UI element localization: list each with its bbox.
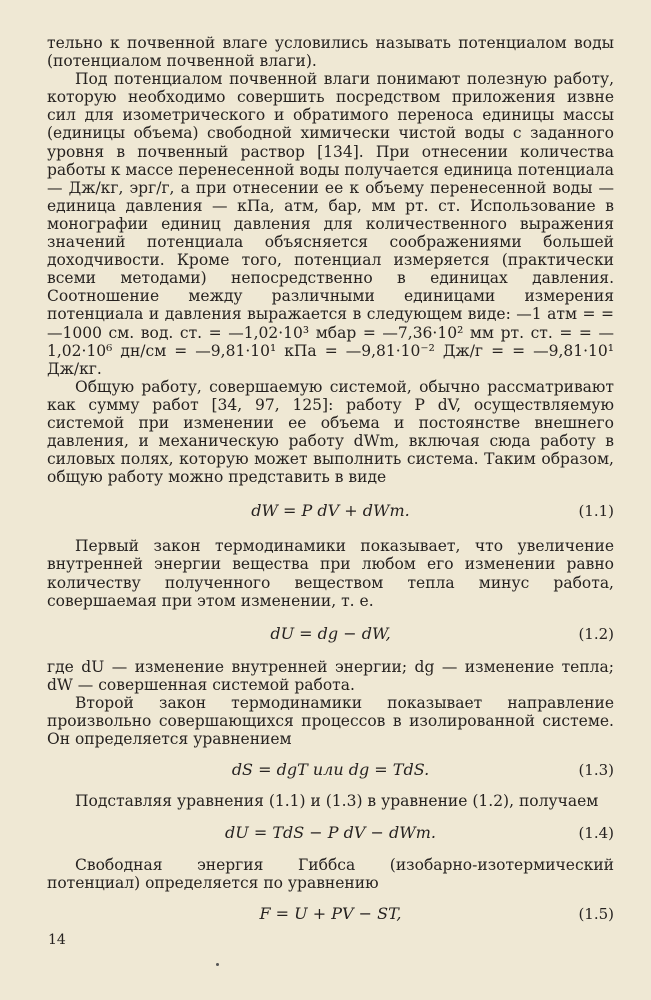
equation-formula: F = U + PV − ST, (259, 904, 402, 924)
equation-formula: dU = TdS − P dV − dWm. (225, 823, 436, 843)
paragraph-2: Под потенциалом почвенной влаги понимают полезную работу, которую необходимо совершить посредством приложения извне сил для изометрического и обратимого переноса единицы массы (единицы объема) свободной химически чистой воды с заданного уровня в почвенный раствор [134]. При отнесении количества работы к массе перенесенной воды получается единица потенциала — Дж/кг, эрг/г, а при отнесении ее к объему перенесенной воды — единица давления — кПа, атм, бар, мм рт. ст. Использование в монографии единиц давления для количественного выражения значений потенциала объясняется соображениями большей доходчивости. Кроме того, потенциал измеряется (практически всеми методами) непосредственно в единицах давления. Соотношение между различными единицами измерения потенциала и давления выражается в следующем виде: —1 атм = = —1000 см. вод. ст. = —1,02·10³ мбар = —7,36·10² мм рт. ст. = = —1,02·10⁶ дн/см = —9,81·10¹ кПа = —9,81·10⁻² Дж/г = = —9,81·10¹ Дж/кг. (47, 70, 614, 378)
paragraph-5: где dU — изменение внутренней энергии; dg — изменение тепла; dW — совершенная системой работа. (47, 657, 614, 694)
page-body (47, 34, 614, 932)
equation-1-1 (47, 493, 614, 529)
equation-number: (1.4) (578, 824, 614, 843)
paragraph-4: Первый закон термодинамики показывает, что увеличение внутренней энергии вещества при любом его изменении равно количеству полученного веществом тепла минус работа, совершаемая при этом изменении, т. е. (47, 537, 614, 610)
equation-number: (1.1) (578, 502, 614, 521)
equation-1-3 (47, 752, 614, 788)
print-speck (216, 963, 219, 966)
equation-formula: dS = dgT или dg = TdS. (231, 760, 430, 780)
equation-number: (1.5) (578, 905, 614, 924)
paragraph-7: Подставляя уравнения (1.1) и (1.3) в уравнение (1.2), получаем (75, 792, 599, 811)
equation-formula: dU = dg − dW, (270, 623, 391, 643)
equation-1-5 (47, 896, 614, 932)
paragraph-6: Второй закон термодинамики показывает направление произвольно совершающихся процессов в изолированной системе. Он определяется уравнением (47, 693, 614, 749)
equation-number: (1.2) (578, 624, 614, 643)
paragraph-8: Свободная энергия Гиббса (изобарно-изотермический потенциал) определяется по уравнению (47, 856, 614, 893)
equation-number: (1.3) (578, 761, 614, 780)
paragraph-3: Общую работу, совершаемую системой, обычно рассматривают как сумму работ [34, 97, 125]: работу P dV, осуществляемую системой при изменении ее объема и постоянстве внешнего давления, и механическую работу dWm, включая сюда работу в силовых полях, которую может выполнить система. Таким образом, общую работу можно представить в виде (47, 377, 614, 487)
equation-formula: dW = P dV + dWm. (251, 501, 410, 521)
equation-1-2 (47, 616, 614, 652)
equation-1-4 (47, 815, 614, 851)
paragraph-1: тельно к почвенной влаге условились называть потенциалом воды (потенциалом почвенной влаги). (47, 34, 614, 71)
page-number: 14 (48, 932, 66, 948)
